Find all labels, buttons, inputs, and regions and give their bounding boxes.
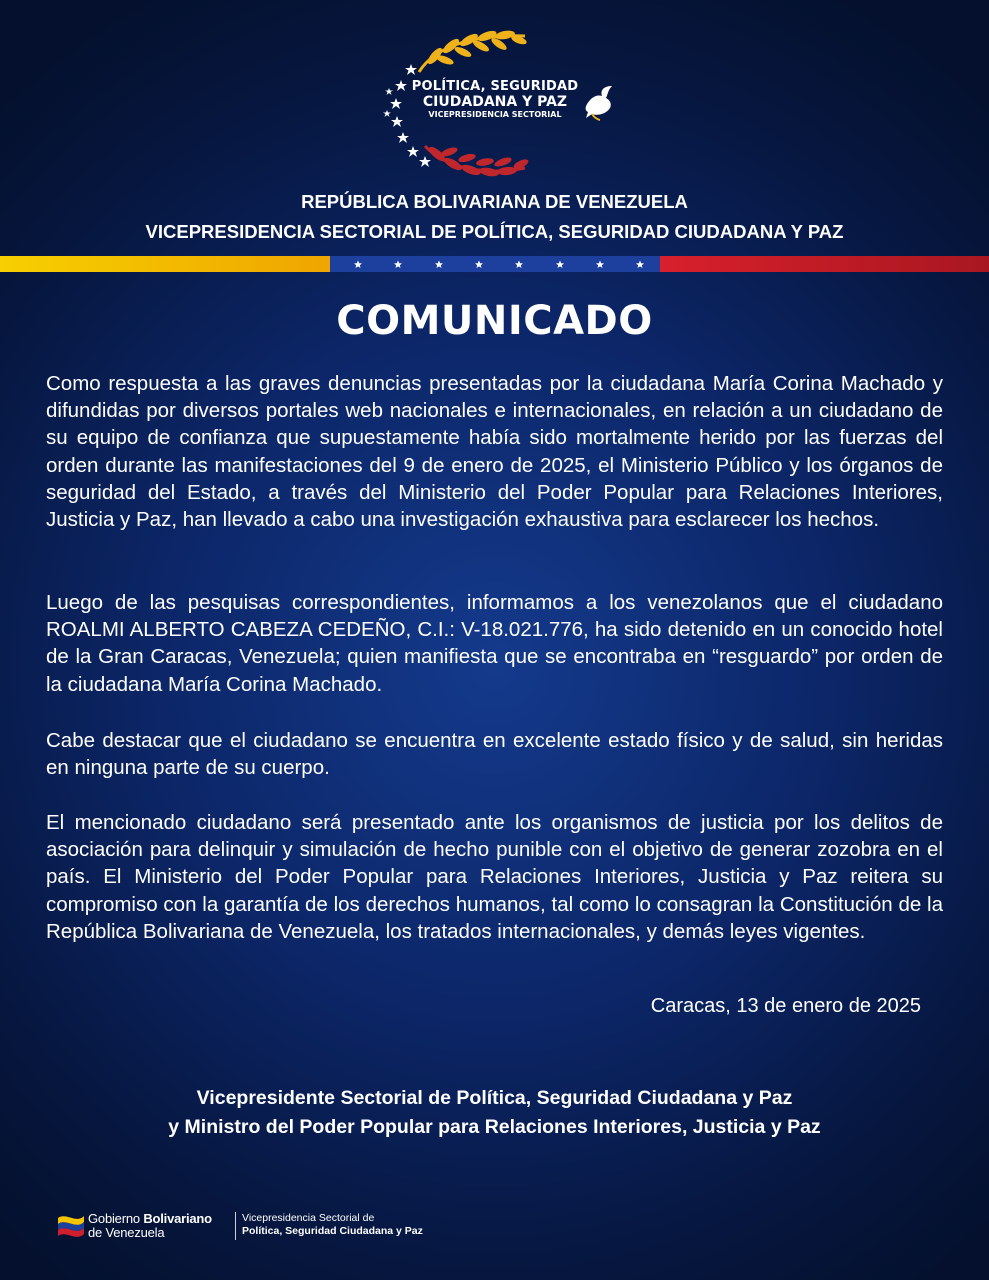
flag-yellow-segment [0, 256, 330, 272]
flag-blue-segment [330, 256, 660, 272]
document-date: Caracas, 13 de enero de 2025 [650, 995, 921, 1017]
logo-line-2: CIUDADANA Y PAZ [422, 94, 568, 110]
signature-line-1: Vicepresidente Sectorial de Política, Seguridad Ciudadana y Paz [196, 1087, 793, 1109]
footer-divider [235, 1212, 236, 1240]
vicepresidencia-logo [242, 1212, 423, 1238]
logo-wordmark [410, 79, 580, 120]
paragraph-3: Cabe destacar que el ciudadano se encuentra en excelente estado físico y de salud, sin heridas en ninguna parte de su cuerpo. [46, 729, 943, 780]
red-laurel-icon [425, 145, 530, 178]
gob-prefix: Gobierno [88, 1211, 140, 1226]
signature-line-2: y Ministro del Poder Popular para Relaciones Interiores, Justicia y Paz [168, 1116, 821, 1138]
logo-line-1: POLÍTICA, SEGURIDAD [411, 79, 579, 94]
header-vicepresidency: VICEPRESIDENCIA SECTORIAL DE POLÍTICA, SEGURIDAD CIUDADANA Y PAZ [145, 221, 844, 242]
gob-line-2: de Venezuela [88, 1225, 165, 1240]
vice-line-1: Vicepresidencia Sectorial de [242, 1212, 375, 1224]
gold-laurel-icon [419, 29, 528, 72]
venezuela-flag-bar [0, 256, 989, 272]
flag-red-segment [660, 256, 989, 272]
venezuela-flag-icon [56, 1210, 86, 1240]
paragraph-4: El mencionado ciudadano será presentado ante los organismos de justicia por los delitos de asociación para delinquir y simulación de hecho punible con el objetivo de generar zozobra en el país. El Ministerio del Poder Popular para Relaciones Interiores, Justicia y Paz reitera su compromiso con la garantía de los derechos humanos, tal como lo consagran la Constitución de la República Bolivariana de Venezuela, los tratados internacionales, y demás leyes vigentes. [46, 811, 943, 943]
paragraph-2: Luego de las pesquisas correspondientes, informamos a los venezolanos que el ciudadano ROALMI ALBERTO CABEZA CEDEÑO, C.I.: V-18.021.776, ha sido detenido en un conocido hotel de la Gran Caracas, Venezuela; quien manifiesta que se encontraba en “resguardo” por orden de la ciudadana María Corina Machado. [46, 591, 943, 696]
vice-line-2: Política, Seguridad Ciudadana y Paz [242, 1225, 423, 1237]
dove-icon [582, 84, 616, 122]
footer-logos [56, 1206, 476, 1246]
signature-block [0, 1084, 989, 1142]
header-republic: REPÚBLICA BOLIVARIANA DE VENEZUELA [301, 191, 688, 212]
gob-bold: Bolivariano [143, 1211, 212, 1226]
logo-line-3: VICEPRESIDENCIA SECTORIAL [428, 110, 562, 119]
paragraph-1: Como respuesta a las graves denuncias presentadas por la ciudadana María Corina Machado y difundidas por diversos portales web nacionales e internacionales, en relación a un ciudadano de su equipo de confianza que supuestamente había sido mortalmente herido por las fuerzas del orden durante las manifestaciones del 9 de enero de 2025, el Ministerio Público y los órganos de seguridad del Estado, a través del Ministerio del Poder Popular para Relaciones Interiores, Justicia y Paz, han llevado a cabo una investigación exhaustiva para esclarecer los hechos. [46, 372, 943, 532]
page-title: COMUNICADO [336, 298, 653, 344]
gobierno-bolivariano-logo [88, 1212, 212, 1240]
